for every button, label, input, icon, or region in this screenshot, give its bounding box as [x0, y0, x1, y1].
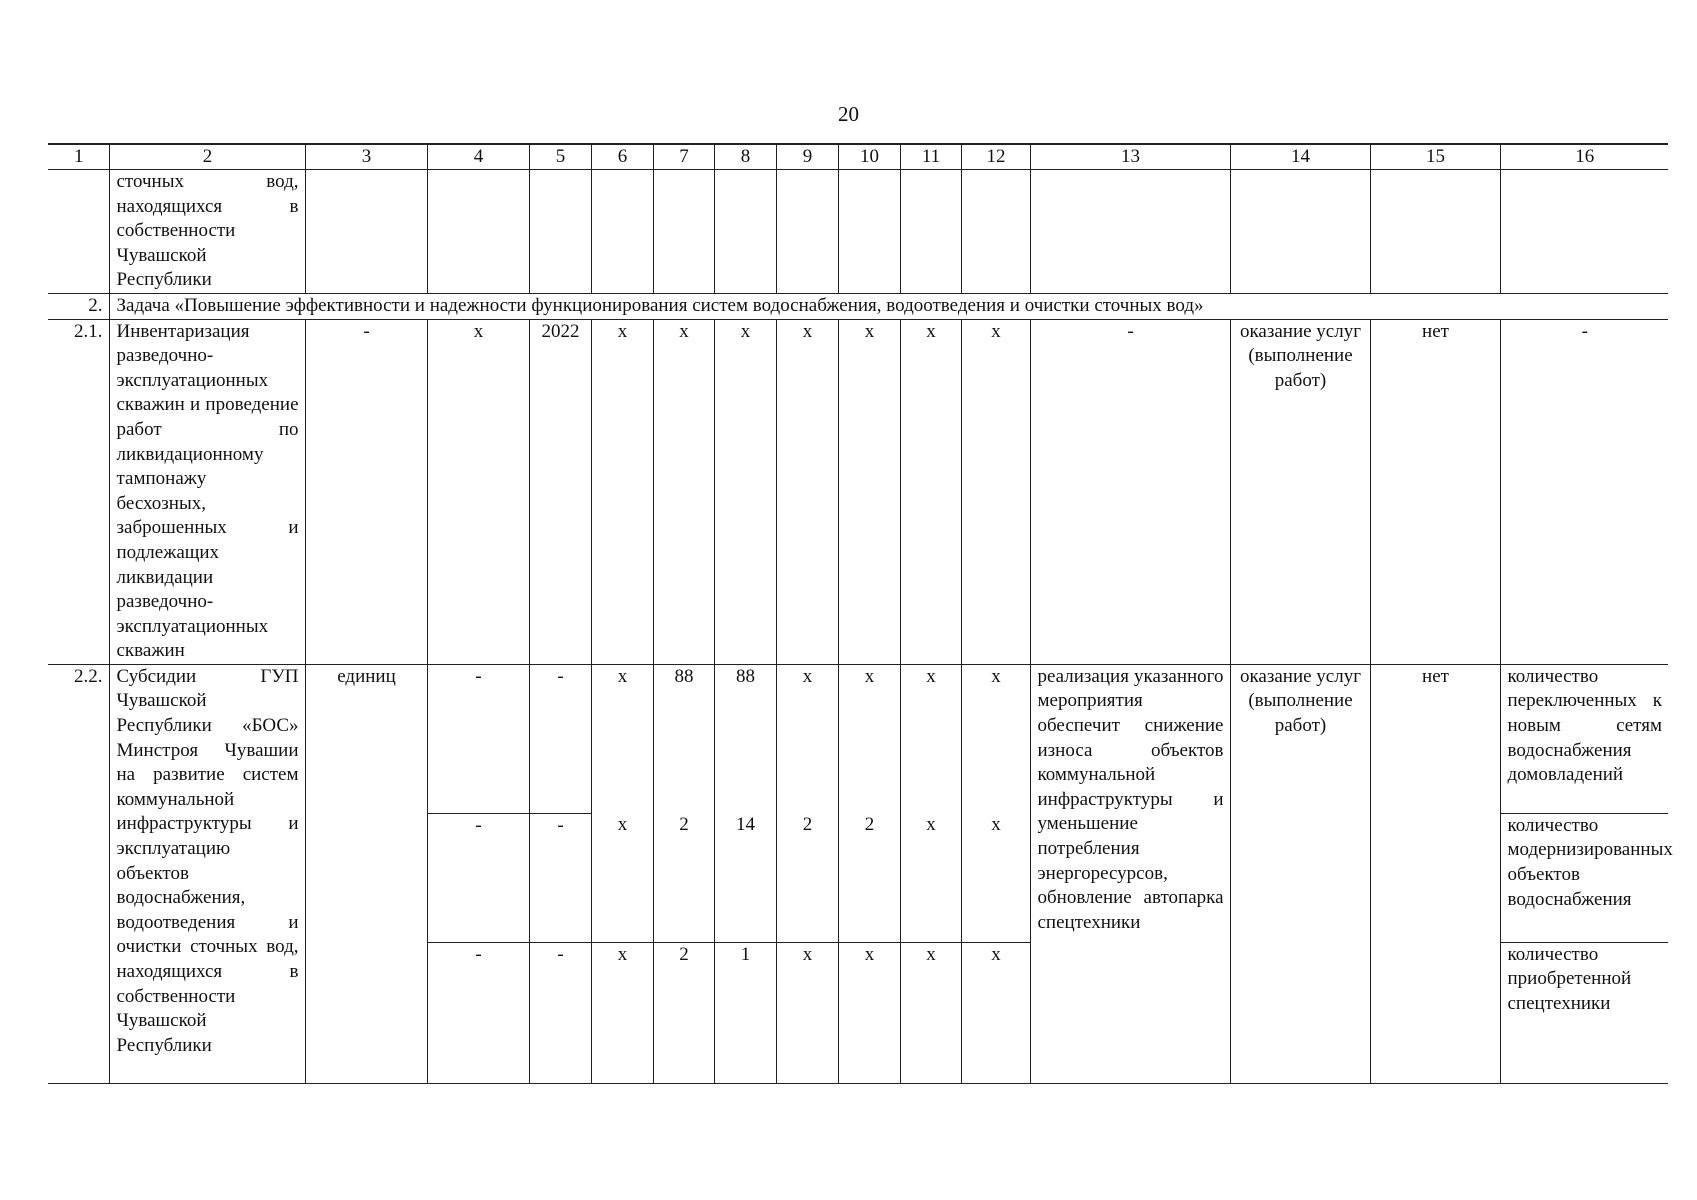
- row-2-1-col5: 2022: [529, 319, 591, 664]
- col-header-15: 15: [1370, 144, 1500, 170]
- row-2-1-effect: -: [1030, 319, 1230, 664]
- row-2-2-sub2-indicator: количество модернизированных объектов водоснабжения: [1500, 813, 1668, 942]
- continuation-row: [48, 170, 1668, 294]
- col-header-4: 4: [427, 144, 529, 170]
- row-2-2-sub1-col11: х: [900, 664, 961, 813]
- cont-cell-3: [305, 170, 427, 294]
- col-header-13: 13: [1030, 144, 1230, 170]
- col-header-7: 7: [653, 144, 714, 170]
- row-2-2-effect: реализация указанного мероприятия обеспечит снижение износа объектов коммунальной инфраструктуры и уменьшение потребления энергоресурсов, обновление автопарка спецтехники: [1030, 664, 1230, 1083]
- row-2-2-sub1-col4: -: [427, 664, 529, 813]
- row-2-2-sub1-col12: х: [961, 664, 1030, 813]
- row-2-2-sub-1: [48, 664, 1668, 813]
- row-2-2-sub1-indicator: количество переключенных к новым сетям водоснабжения домовладений: [1500, 664, 1668, 813]
- cont-cell-9: [776, 170, 838, 294]
- row-2-1-col9: х: [776, 319, 838, 664]
- cont-cell-6: [591, 170, 653, 294]
- row-2-2-sub3-col9: х: [776, 942, 838, 1083]
- row-2-2-unit: единиц: [305, 664, 427, 1083]
- col-header-1: 1: [48, 144, 109, 170]
- row-2-2-sub3-indicator: количество приобретенной спецтехники: [1500, 942, 1668, 1083]
- row-2-1-type: оказание услуг (выполнение работ): [1230, 319, 1370, 664]
- col-header-2: 2: [109, 144, 305, 170]
- row-2-1-unit: -: [305, 319, 427, 664]
- cont-cell-16: [1500, 170, 1668, 294]
- row-2-2-sub1-col5: -: [529, 664, 591, 813]
- row-2-2-sub2-col10: 2: [838, 813, 900, 942]
- row-2-2-sub3-col12: х: [961, 942, 1030, 1083]
- cont-cell-5: [529, 170, 591, 294]
- row-2-2-sub2-col5: -: [529, 813, 591, 942]
- row-2-2-sub3-col4: -: [427, 942, 529, 1083]
- row-2-2-col15: нет: [1370, 664, 1500, 1083]
- row-2-1-col15: нет: [1370, 319, 1500, 664]
- row-2-2-sub2-col11: х: [900, 813, 961, 942]
- row-2-2-sub3-col7: 2: [653, 942, 714, 1083]
- col-header-9: 9: [776, 144, 838, 170]
- col-header-14: 14: [1230, 144, 1370, 170]
- task-number: 2.: [48, 293, 109, 319]
- row-2-2-sub2-col12: х: [961, 813, 1030, 942]
- cont-cell-14: [1230, 170, 1370, 294]
- measures-table: [48, 143, 1673, 1084]
- row-2-2-sub1-col6: х: [591, 664, 653, 813]
- row-2-2-sub2-col7: 2: [653, 813, 714, 942]
- row-2-2-sub2-col6: х: [591, 813, 653, 942]
- col-header-6: 6: [591, 144, 653, 170]
- row-2-1-col11: х: [900, 319, 961, 664]
- cont-cell-10: [838, 170, 900, 294]
- row-2-2-sub1-col8: 88: [714, 664, 776, 813]
- cont-desc-cell: сточных вод, находящихся в собственности Чувашской Республики: [109, 170, 305, 294]
- task-row: [48, 293, 1668, 319]
- cont-cell-15: [1370, 170, 1500, 294]
- row-2-1-indicator: -: [1500, 319, 1668, 664]
- row-2-2-type: оказание услуг (выполнение работ): [1230, 664, 1370, 1083]
- row-2-1-col4: х: [427, 319, 529, 664]
- row-2-2-sub2-col9: 2: [776, 813, 838, 942]
- row-2-1-col12: х: [961, 319, 1030, 664]
- col-header-16: 16: [1500, 144, 1668, 170]
- row-2-2-sub3-col6: х: [591, 942, 653, 1083]
- row-2-1-col10: х: [838, 319, 900, 664]
- row-2-2-sub2-col4: -: [427, 813, 529, 942]
- row-2-2-sub3-col11: х: [900, 942, 961, 1083]
- col-header-8: 8: [714, 144, 776, 170]
- cont-cell-7: [653, 170, 714, 294]
- row-2-1-number: 2.1.: [48, 319, 109, 664]
- row-2-1-col8: х: [714, 319, 776, 664]
- col-header-5: 5: [529, 144, 591, 170]
- row-2-2-sub1-col9: х: [776, 664, 838, 813]
- row-2-2-sub3-col5: -: [529, 942, 591, 1083]
- cont-cell-8: [714, 170, 776, 294]
- row-2-1-col6: х: [591, 319, 653, 664]
- col-header-12: 12: [961, 144, 1030, 170]
- column-number-row: [48, 144, 1668, 170]
- row-2-2-sub1-col7: 88: [653, 664, 714, 813]
- row-2-1: [48, 319, 1668, 664]
- cont-cell-4: [427, 170, 529, 294]
- task-title: Задача «Повышение эффективности и надежности функционирования систем водоснабжения, водоотведения и очистки сточных вод»: [109, 293, 1668, 319]
- row-2-1-description: Инвентаризация разведочно-эксплуатационных скважин и проведение работ по ликвидационному тампонажу бесхозных, заброшенных и подлежащих ликвидации разведочно-эксплуатационных скважин: [109, 319, 305, 664]
- page-number: 20: [838, 102, 859, 126]
- cont-cell-12: [961, 170, 1030, 294]
- cont-cell-13: [1030, 170, 1230, 294]
- cont-num-cell: [48, 170, 109, 294]
- col-header-3: 3: [305, 144, 427, 170]
- cont-cell-11: [900, 170, 961, 294]
- row-2-2-number: 2.2.: [48, 664, 109, 1083]
- col-header-11: 11: [900, 144, 961, 170]
- row-2-2-description: Субсидии ГУП Чувашской Республики «БОС» Минстроя Чувашии на развитие систем коммунальной инфраструктуры и эксплуатацию объектов водоснабжения, водоотведения и очистки сточных вод, находящихся в собственности Чувашской Республики: [109, 664, 305, 1083]
- row-2-1-col7: х: [653, 319, 714, 664]
- col-header-10: 10: [838, 144, 900, 170]
- row-2-2-sub3-col8: 1: [714, 942, 776, 1083]
- row-2-2-sub3-col10: х: [838, 942, 900, 1083]
- row-2-2-sub1-col10: х: [838, 664, 900, 813]
- row-2-2-sub2-col8: 14: [714, 813, 776, 942]
